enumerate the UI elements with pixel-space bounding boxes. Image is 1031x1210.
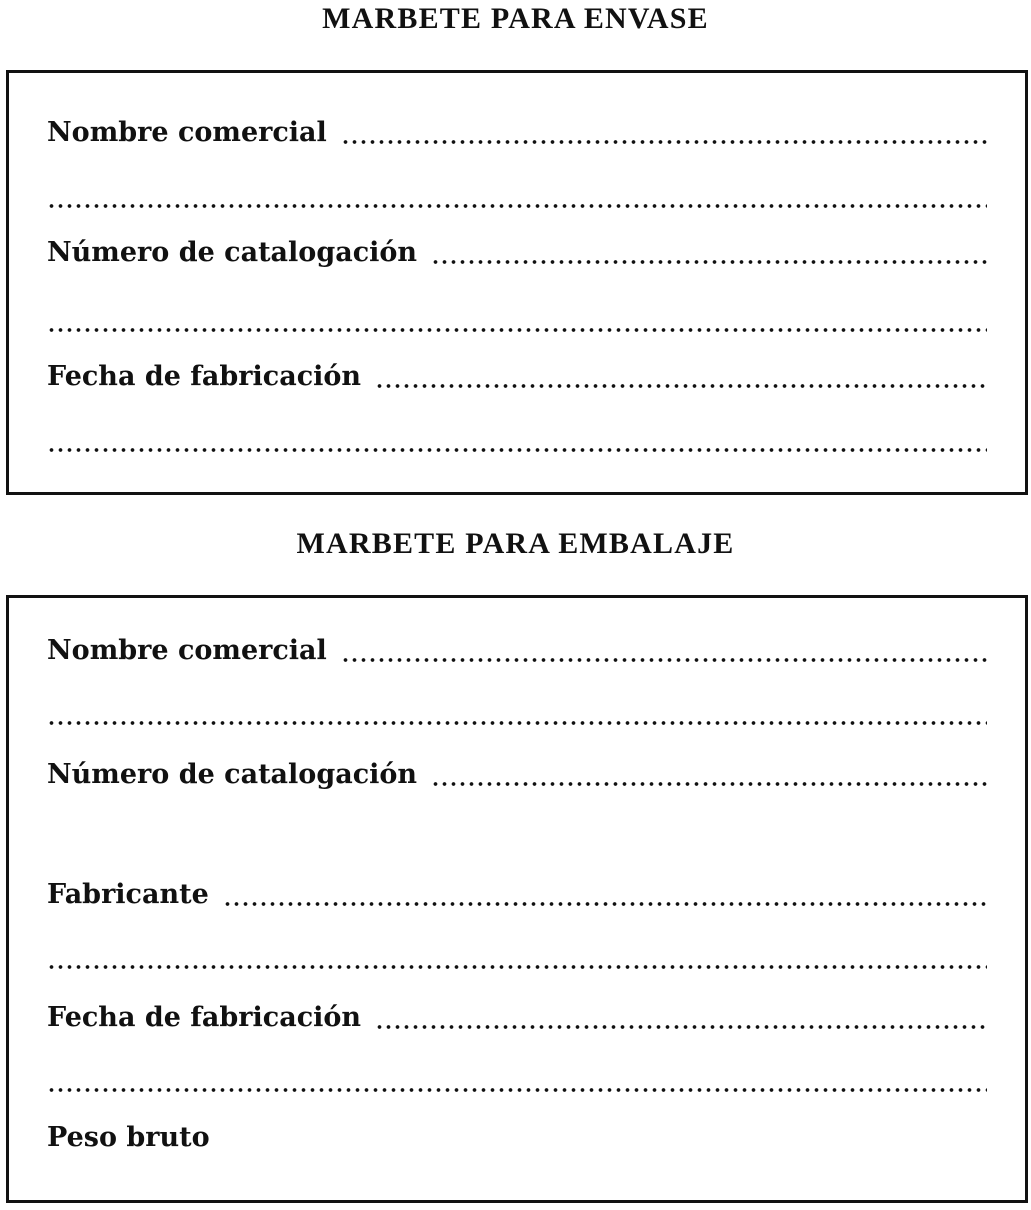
dotted-fill-line (341, 657, 987, 663)
field-label: Nombre comercial (47, 635, 327, 666)
dotted-fill-line (47, 964, 987, 970)
field-label: Fabricante (47, 879, 209, 910)
embalaje-field-continuation-1 (47, 694, 987, 734)
field-label: Número de catalogación (47, 237, 418, 268)
embalaje-field-numero-catalogacion (47, 755, 987, 795)
envase-field-numero-catalogacion (47, 233, 987, 273)
dotted-fill-line (431, 259, 987, 265)
dotted-fill-line (47, 1087, 987, 1093)
dotted-fill-line (375, 1024, 987, 1030)
envase-field-continuation-1 (47, 177, 987, 217)
embalaje-field-nombre-comercial (47, 631, 987, 671)
dotted-fill-line (47, 327, 987, 333)
dotted-fill-line (47, 720, 987, 726)
dotted-fill-line (47, 203, 987, 209)
field-label: Nombre comercial (47, 117, 327, 148)
embalaje-field-peso-bruto (47, 1118, 987, 1158)
embalaje-field-continuation-3 (47, 1061, 987, 1101)
envase-field-nombre-comercial (47, 113, 987, 153)
field-label: Número de catalogación (47, 759, 418, 790)
field-label: Peso bruto (47, 1122, 210, 1153)
field-label: Fecha de fabricación (47, 1002, 362, 1033)
dotted-fill-line (375, 383, 987, 389)
envase-label-box (6, 70, 1028, 495)
dotted-fill-line (223, 901, 987, 907)
embalaje-field-fecha-fabricacion (47, 998, 987, 1038)
embalaje-title: MARBETE PARA EMBALAJE (296, 527, 735, 560)
envase-field-continuation-2 (47, 301, 987, 341)
field-label: Fecha de fabricación (47, 361, 362, 392)
envase-field-continuation-3 (47, 421, 987, 461)
embalaje-field-continuation-2 (47, 938, 987, 978)
dotted-fill-line (431, 781, 987, 787)
embalaje-label-box (6, 595, 1028, 1203)
dotted-fill-line (47, 447, 987, 453)
embalaje-field-fabricante (47, 875, 987, 915)
dotted-fill-line (341, 139, 987, 145)
envase-field-fecha-fabricacion (47, 357, 987, 397)
envase-title: MARBETE PARA ENVASE (322, 2, 709, 35)
